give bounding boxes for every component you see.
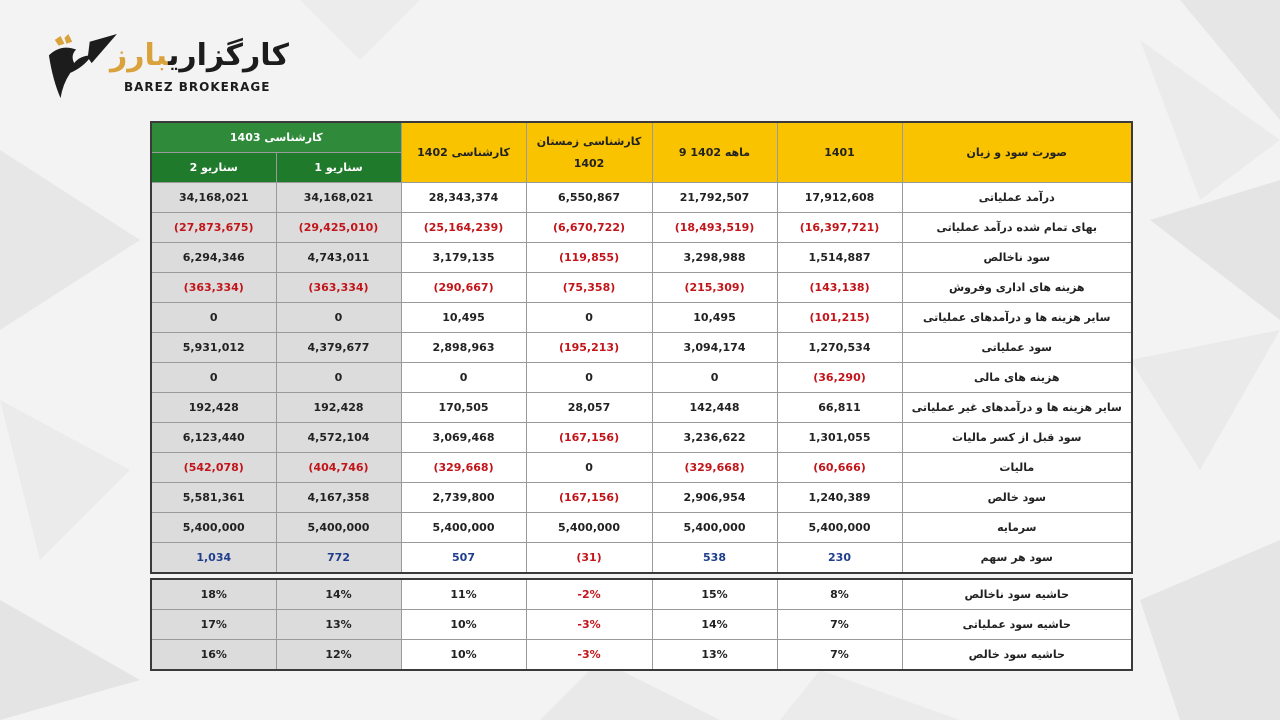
profit-margins-body bbox=[151, 579, 1132, 670]
table-row bbox=[151, 393, 1132, 423]
table-cell: 230 bbox=[777, 543, 902, 574]
table-cell: 772 bbox=[276, 543, 401, 574]
table-cell: (18,493,519) bbox=[652, 213, 777, 243]
table-row bbox=[151, 453, 1132, 483]
table-row bbox=[151, 363, 1132, 393]
table-cell: 5,400,000 bbox=[652, 513, 777, 543]
table-cell: (25,164,239) bbox=[401, 213, 526, 243]
profit-margins-table bbox=[150, 578, 1133, 671]
header-row bbox=[151, 122, 1132, 153]
table-cell: 3,094,174 bbox=[652, 333, 777, 363]
table-cell: (75,358) bbox=[526, 273, 652, 303]
table-cell: 28,343,374 bbox=[401, 183, 526, 213]
table-cell: 0 bbox=[526, 453, 652, 483]
margin-row bbox=[151, 610, 1132, 640]
table-cell: 10,495 bbox=[652, 303, 777, 333]
table-cell: 66,811 bbox=[777, 393, 902, 423]
table-row bbox=[151, 213, 1132, 243]
eagle-logo-icon bbox=[40, 34, 120, 102]
table-cell: 170,505 bbox=[401, 393, 526, 423]
table-cell: 21,792,507 bbox=[652, 183, 777, 213]
table-cell: 11% bbox=[401, 579, 526, 610]
row-label: بهای تمام شده درآمد عملیاتی bbox=[902, 213, 1132, 243]
table-cell: 5,400,000 bbox=[777, 513, 902, 543]
table-cell: -3% bbox=[526, 640, 652, 671]
table-cell: 10,495 bbox=[401, 303, 526, 333]
table-cell: (329,668) bbox=[401, 453, 526, 483]
table-cell: (542,078) bbox=[151, 453, 276, 483]
table-cell: 0 bbox=[652, 363, 777, 393]
table-row bbox=[151, 273, 1132, 303]
table-cell: 192,428 bbox=[276, 393, 401, 423]
table-cell: (29,425,010) bbox=[276, 213, 401, 243]
table-cell: 2,898,963 bbox=[401, 333, 526, 363]
row-label: سود هر سهم bbox=[902, 543, 1132, 574]
table-row bbox=[151, 183, 1132, 213]
table-cell: 507 bbox=[401, 543, 526, 574]
table-cell: 1,270,534 bbox=[777, 333, 902, 363]
table-cell: (404,746) bbox=[276, 453, 401, 483]
table-cell: (6,670,722) bbox=[526, 213, 652, 243]
table-cell: 1,514,887 bbox=[777, 243, 902, 273]
table-cell: 5,581,361 bbox=[151, 483, 276, 513]
row-label: حاشیه سود خالص bbox=[902, 640, 1132, 671]
table-cell: 2,739,800 bbox=[401, 483, 526, 513]
table-cell: 0 bbox=[526, 363, 652, 393]
table-cell: (60,666) bbox=[777, 453, 902, 483]
table-cell: 0 bbox=[151, 303, 276, 333]
row-label: درآمد عملیاتی bbox=[902, 183, 1132, 213]
table-cell: 0 bbox=[151, 363, 276, 393]
row-label: هزینه های اداری وفروش bbox=[902, 273, 1132, 303]
table-cell: 3,179,135 bbox=[401, 243, 526, 273]
table-cell: 1,301,055 bbox=[777, 423, 902, 453]
table-cell: 5,400,000 bbox=[151, 513, 276, 543]
table-cell: 5,400,000 bbox=[276, 513, 401, 543]
header-1401: 1401 bbox=[777, 122, 902, 183]
table-cell: -2% bbox=[526, 579, 652, 610]
table-cell: 2,906,954 bbox=[652, 483, 777, 513]
table-cell: 5,400,000 bbox=[526, 513, 652, 543]
brand-name-fa: کارگزاریبارز bbox=[110, 38, 289, 73]
table-cell: 8% bbox=[777, 579, 902, 610]
header-winter-1402: کارشناسی زمستان 1402 bbox=[526, 122, 652, 183]
table-cell: (101,215) bbox=[777, 303, 902, 333]
header-expert-1402: کارشناسی 1402 bbox=[401, 122, 526, 183]
row-label: سایر هزینه ها و درآمدهای غیر عملیاتی bbox=[902, 393, 1132, 423]
table-cell: 3,298,988 bbox=[652, 243, 777, 273]
table-row bbox=[151, 543, 1132, 574]
table-cell: (167,156) bbox=[526, 423, 652, 453]
header-title: صورت سود و زیان bbox=[902, 122, 1132, 183]
table-cell: 13% bbox=[276, 610, 401, 640]
table-cell: (363,334) bbox=[276, 273, 401, 303]
table-cell: (143,138) bbox=[777, 273, 902, 303]
table-cell: (215,309) bbox=[652, 273, 777, 303]
brand-name-en: BAREZ BROKERAGE bbox=[124, 80, 271, 94]
table-cell: 7% bbox=[777, 640, 902, 671]
table-cell: (363,334) bbox=[151, 273, 276, 303]
table-row bbox=[151, 483, 1132, 513]
table-cell: 13% bbox=[652, 640, 777, 671]
table-cell: (16,397,721) bbox=[777, 213, 902, 243]
table-cell: 538 bbox=[652, 543, 777, 574]
margin-row bbox=[151, 579, 1132, 610]
table-cell: 28,057 bbox=[526, 393, 652, 423]
table-cell: 0 bbox=[276, 303, 401, 333]
table-cell: 4,167,358 bbox=[276, 483, 401, 513]
table-cell: 6,123,440 bbox=[151, 423, 276, 453]
table-cell: (329,668) bbox=[652, 453, 777, 483]
row-label: مالیات bbox=[902, 453, 1132, 483]
table-cell: 5,400,000 bbox=[401, 513, 526, 543]
table-cell: (36,290) bbox=[777, 363, 902, 393]
table-row bbox=[151, 333, 1132, 363]
row-label: حاشیه سود ناخالص bbox=[902, 579, 1132, 610]
table-row bbox=[151, 423, 1132, 453]
table-cell: 4,743,011 bbox=[276, 243, 401, 273]
table-cell: 6,294,346 bbox=[151, 243, 276, 273]
table-cell: (119,855) bbox=[526, 243, 652, 273]
table-row bbox=[151, 303, 1132, 333]
header-scenario-1: سناریو 1 bbox=[276, 153, 401, 183]
margin-row bbox=[151, 640, 1132, 671]
row-label: سود خالص bbox=[902, 483, 1132, 513]
table-cell: 15% bbox=[652, 579, 777, 610]
income-statement-table bbox=[150, 121, 1133, 574]
table-cell: (195,213) bbox=[526, 333, 652, 363]
table-cell: (290,667) bbox=[401, 273, 526, 303]
table-cell: 17% bbox=[151, 610, 276, 640]
table-row bbox=[151, 243, 1132, 273]
table-cell: 10% bbox=[401, 610, 526, 640]
table-cell: 0 bbox=[276, 363, 401, 393]
table-row bbox=[151, 513, 1132, 543]
table-cell: 7% bbox=[777, 610, 902, 640]
table-cell: 34,168,021 bbox=[151, 183, 276, 213]
header-group-1403: کارشناسی 1403 bbox=[151, 122, 401, 153]
row-label: سود عملیاتی bbox=[902, 333, 1132, 363]
table-cell: 142,448 bbox=[652, 393, 777, 423]
table-cell: 5,931,012 bbox=[151, 333, 276, 363]
table-cell: -3% bbox=[526, 610, 652, 640]
income-statement-body bbox=[151, 183, 1132, 574]
header-9month-1402: 9 ماهه 1402 bbox=[652, 122, 777, 183]
table-cell: 14% bbox=[276, 579, 401, 610]
table-cell: 192,428 bbox=[151, 393, 276, 423]
table-cell: 10% bbox=[401, 640, 526, 671]
row-label: سرمایه bbox=[902, 513, 1132, 543]
table-cell: 4,379,677 bbox=[276, 333, 401, 363]
table-cell: 6,550,867 bbox=[526, 183, 652, 213]
table-cell: 17,912,608 bbox=[777, 183, 902, 213]
row-label: حاشیه سود عملیاتی bbox=[902, 610, 1132, 640]
table-cell: 1,034 bbox=[151, 543, 276, 574]
table-cell: 18% bbox=[151, 579, 276, 610]
table-cell: (31) bbox=[526, 543, 652, 574]
table-cell: 3,236,622 bbox=[652, 423, 777, 453]
table-cell: 0 bbox=[401, 363, 526, 393]
row-label: سود ناخالص bbox=[902, 243, 1132, 273]
table-cell: 3,069,468 bbox=[401, 423, 526, 453]
table-cell: (167,156) bbox=[526, 483, 652, 513]
row-label: سایر هزینه ها و درآمدهای عملیاتی bbox=[902, 303, 1132, 333]
table-cell: 34,168,021 bbox=[276, 183, 401, 213]
row-label: هزینه های مالی bbox=[902, 363, 1132, 393]
row-label: سود قبل از کسر مالیات bbox=[902, 423, 1132, 453]
table-cell: 12% bbox=[276, 640, 401, 671]
table-cell: 0 bbox=[526, 303, 652, 333]
table-cell: 4,572,104 bbox=[276, 423, 401, 453]
table-cell: 16% bbox=[151, 640, 276, 671]
table-cell: 1,240,389 bbox=[777, 483, 902, 513]
table-cell: (27,873,675) bbox=[151, 213, 276, 243]
table-cell: 14% bbox=[652, 610, 777, 640]
header-scenario-2: سناریو 2 bbox=[151, 153, 276, 183]
